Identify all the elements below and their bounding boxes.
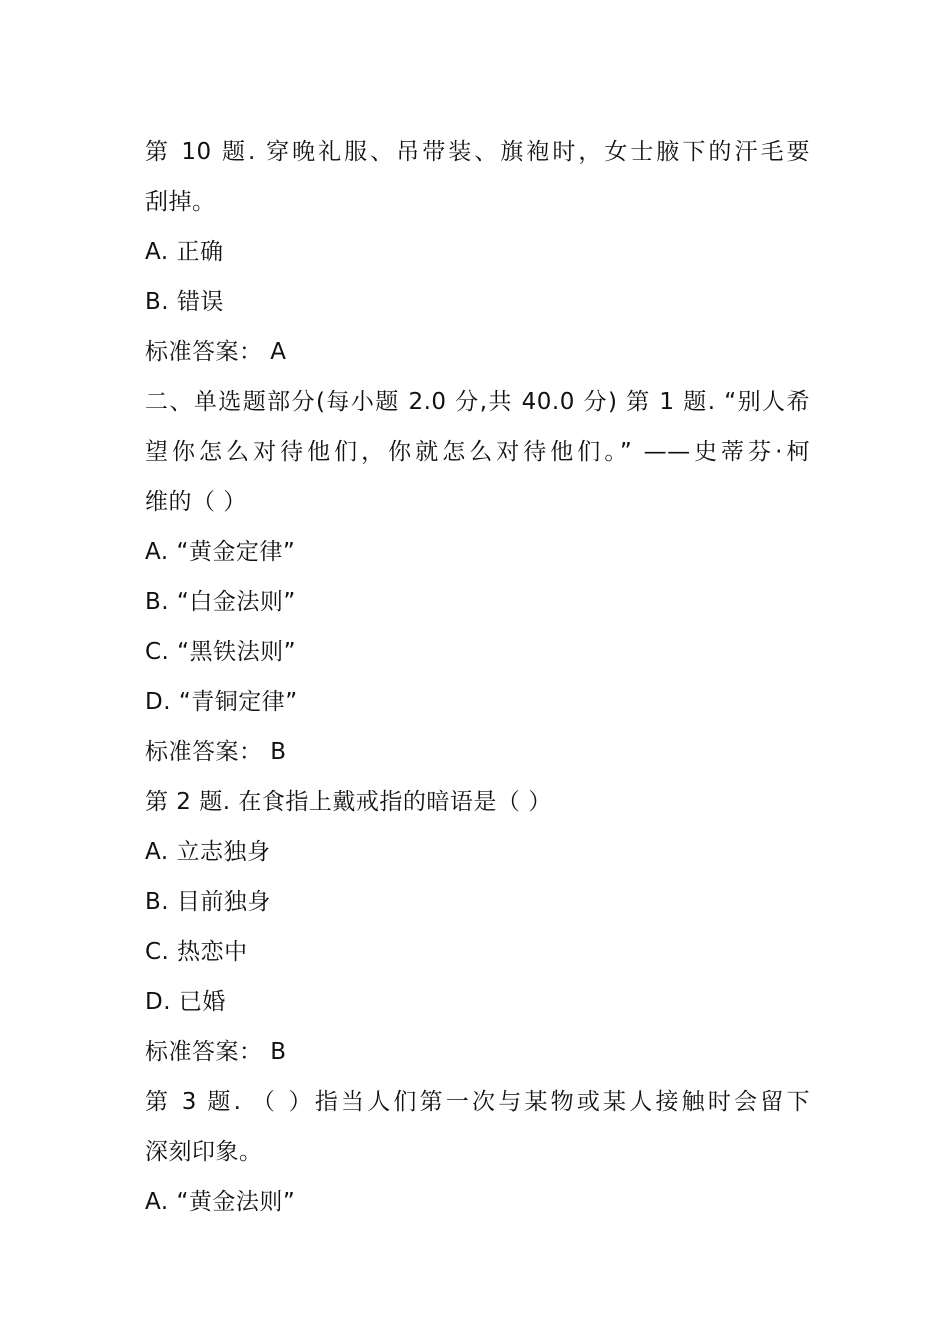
question-2-option-a: A. 立志独身 — [145, 839, 271, 865]
question-1-option-c: C. “黑铁法则” — [145, 639, 297, 665]
question-1-option-a: A. “黄金定律” — [145, 539, 296, 565]
question-1-answer: 标准答案： B — [145, 739, 287, 765]
question-2-option-b: B. 目前独身 — [145, 889, 271, 915]
question-1-text-line-3: 维的（ ） — [145, 489, 247, 515]
question-1-text-line-2: 望你怎么对待他们，你就怎么对待他们。” ——史蒂芬·柯 — [145, 439, 810, 465]
question-3-option-a: A. “黄金法则” — [145, 1189, 296, 1215]
question-2-answer: 标准答案： B — [145, 1039, 287, 1065]
question-1-option-d: D. “青铜定律” — [145, 689, 298, 715]
question-1-option-b: B. “白金法则” — [145, 589, 296, 615]
question-10-option-a: A. 正确 — [145, 239, 224, 265]
section-heading-single-choice: 二、单选题部分(每小题 2.0 分,共 40.0 分) 第 1 题. “别人希 — [145, 389, 810, 415]
question-10-text-line-2: 刮掉。 — [145, 189, 216, 215]
question-2-option-c: C. 热恋中 — [145, 939, 248, 965]
question-2-option-d: D. 已婚 — [145, 989, 226, 1015]
document-body — [145, 127, 810, 1227]
question-10-text-line-1: 第 10 题. 穿晚礼服、吊带装、旗袍时，女士腋下的汗毛要 — [145, 139, 810, 165]
question-3-text-line-2: 深刻印象。 — [145, 1139, 263, 1165]
question-2-text: 第 2 题. 在食指上戴戒指的暗语是（ ） — [145, 789, 552, 815]
question-10-option-b: B. 错误 — [145, 289, 224, 315]
question-10-answer: 标准答案： A — [145, 339, 287, 365]
question-3-text-line-1: 第 3 题. （ ）指当人们第一次与某物或某人接触时会留下 — [145, 1089, 810, 1115]
